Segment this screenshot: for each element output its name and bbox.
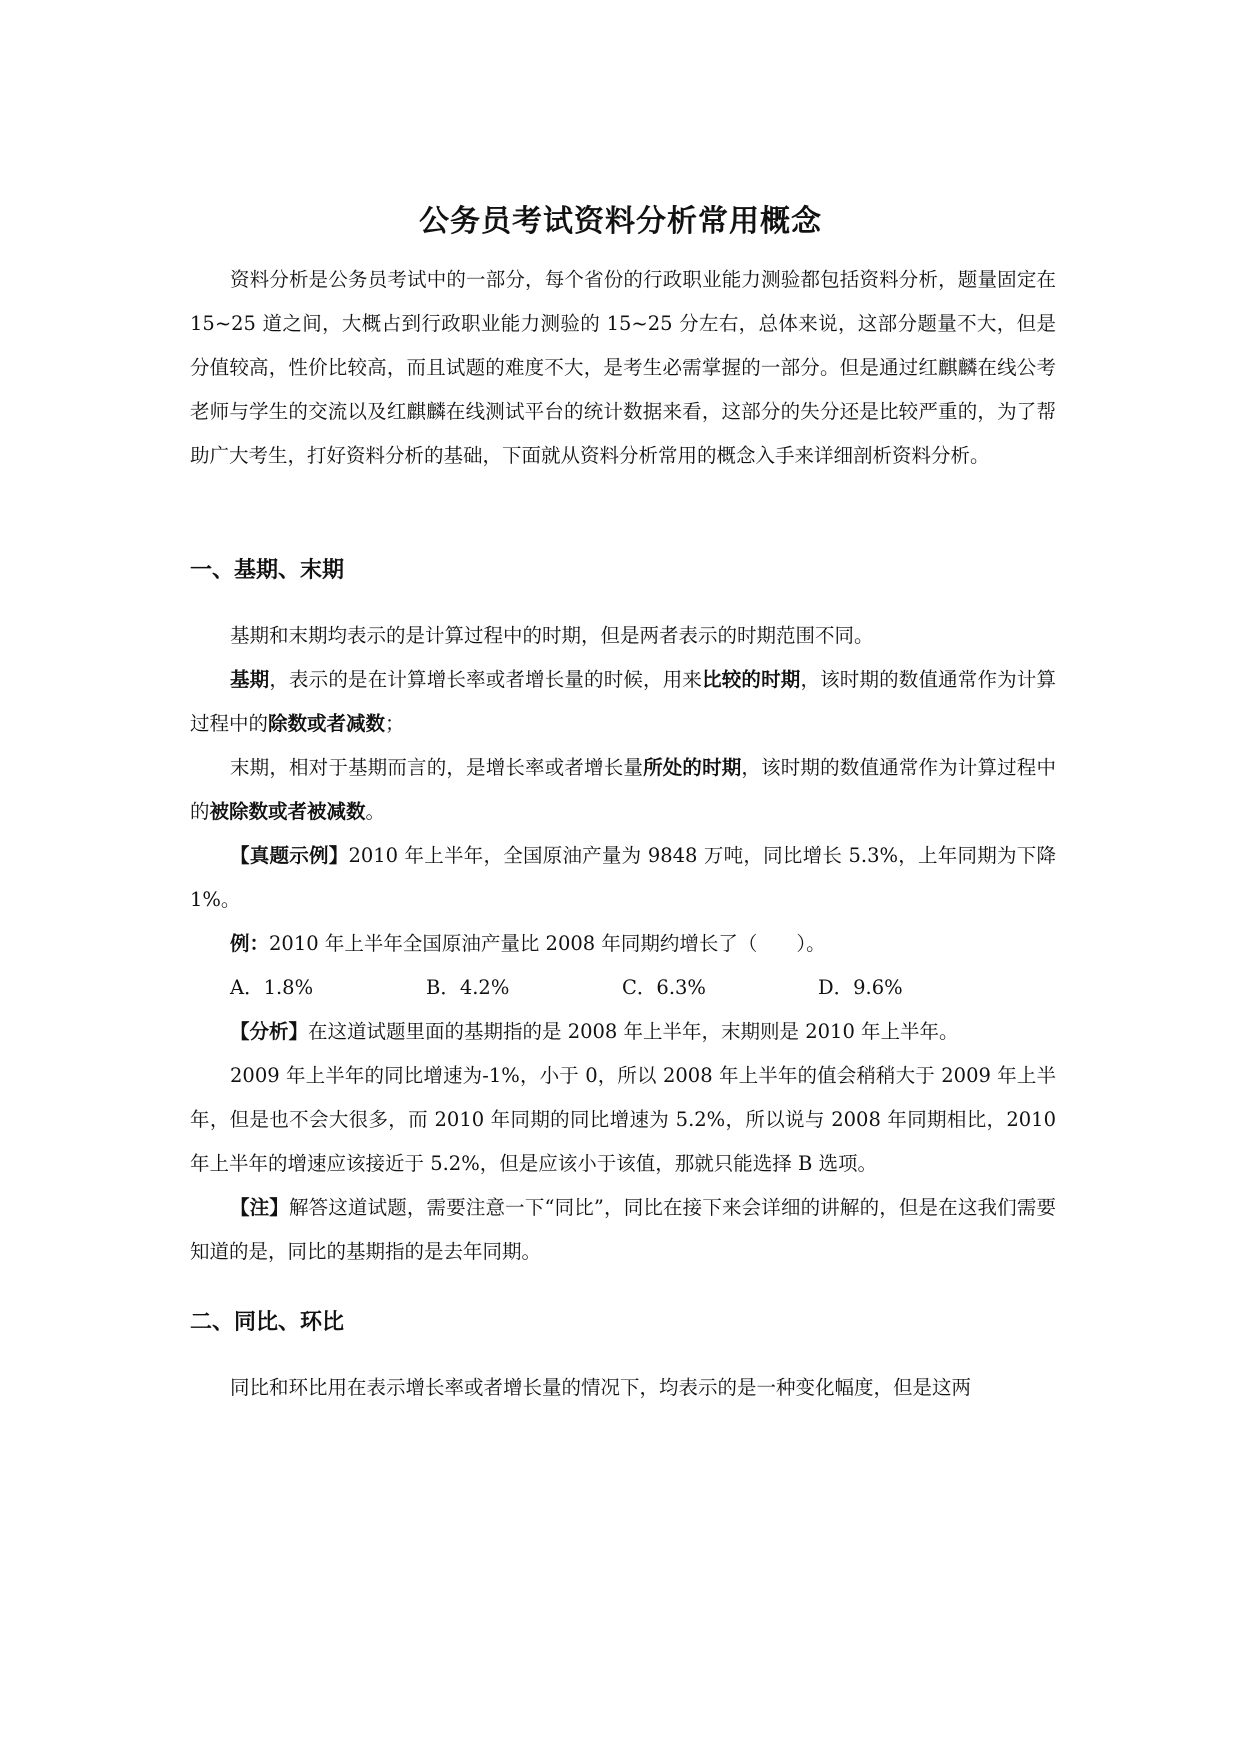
answer-options <box>230 966 1050 1010</box>
section2-heading: 二、同比、环比 <box>190 1310 345 1335</box>
example-paragraph: 【真题示例】2010 年上半年，全国原油产量为 9848 万吨，同比增长 5.3%，上年同期为下降 1%。 <box>190 844 1056 911</box>
analysis-paragraph: 2009 年上半年的同比增速为-1%，小于 0，所以 2008 年上半年的值会稍稍大于 2009 年上半年，但是也不会大很多，而 2010 年同期的同比增速为 5.2%，所以说与 2008 年同期相比，2010 年上半年的增速应该接近于 5.2%，但是应该小于该值，那就只能选择 B 选项。 <box>190 1064 1056 1175</box>
option-d: D．9.6% <box>818 976 903 999</box>
option-a: A．1.8% <box>230 976 314 999</box>
intro-paragraph: 资料分析是公务员考试中的一部分，每个省份的行政职业能力测验都包括资料分析，题量固定在 15~25 道之间，大概占到行政职业能力测验的 15~25 分左右，总体来说，这部分题量不大，但是分值较高，性价比较高，而且试题的难度不大，是考生必需掌握的一部分。但是通过红麒麟在线公考老师与学生的交流以及红麒麟在线测试平台的统计数据来看，这部分的失分还是比较严重的，为了帮助广大考生，打好资料分析的基础，下面就从资料分析常用的概念入手来详细剖析资料分析。 <box>190 268 1056 467</box>
term-current-period: 所处的时期 <box>643 756 742 779</box>
section1-heading: 一、基期、末期 <box>190 558 345 583</box>
note-paragraph: 【注】解答这道试题，需要注意一下“同比”，同比在接下来会详细的讲解的，但是在这我们需要知道的是，同比的基期指的是去年同期。 <box>190 1196 1056 1263</box>
question-line: 例：2010 年上半年全国原油产量比 2008 年同期约增长了（ ）。 <box>230 932 826 955</box>
term-base-period: 基期 <box>230 668 270 691</box>
question-label: 例： <box>230 932 270 955</box>
option-b: B．4.2% <box>426 976 510 999</box>
term-divisor: 除数或者减数 <box>268 712 386 735</box>
section1-p3: 末期，相对于基期而言的，是增长率或者增长量所处的时期，该时期的数值通常作为计算过程中的被除数或者被减数。 <box>190 756 1056 823</box>
page-title: 公务员考试资料分析常用概念 <box>419 204 822 239</box>
option-c: C．6.3% <box>622 976 706 999</box>
section1-p2: 基期，表示的是在计算增长率或者增长量的时候，用来比较的时期，该时期的数值通常作为计算过程中的除数或者减数； <box>190 668 1056 735</box>
term-dividend: 被除数或者被减数 <box>209 800 366 823</box>
note-label: 【注】 <box>230 1196 289 1219</box>
analysis-label: 【分析】 <box>230 1020 309 1043</box>
term-compare-period: 比较的时期 <box>702 668 801 691</box>
analysis-line: 【分析】在这道试题里面的基期指的是 2008 年上半年，末期则是 2010 年上半年。 <box>230 1020 959 1043</box>
example-label: 【真题示例】 <box>230 844 349 867</box>
section1-p1: 基期和末期均表示的是计算过程中的时期，但是两者表示的时期范围不同。 <box>230 624 874 647</box>
section2-p1: 同比和环比用在表示增长率或者增长量的情况下，均表示的是一种变化幅度，但是这两 <box>230 1376 972 1399</box>
